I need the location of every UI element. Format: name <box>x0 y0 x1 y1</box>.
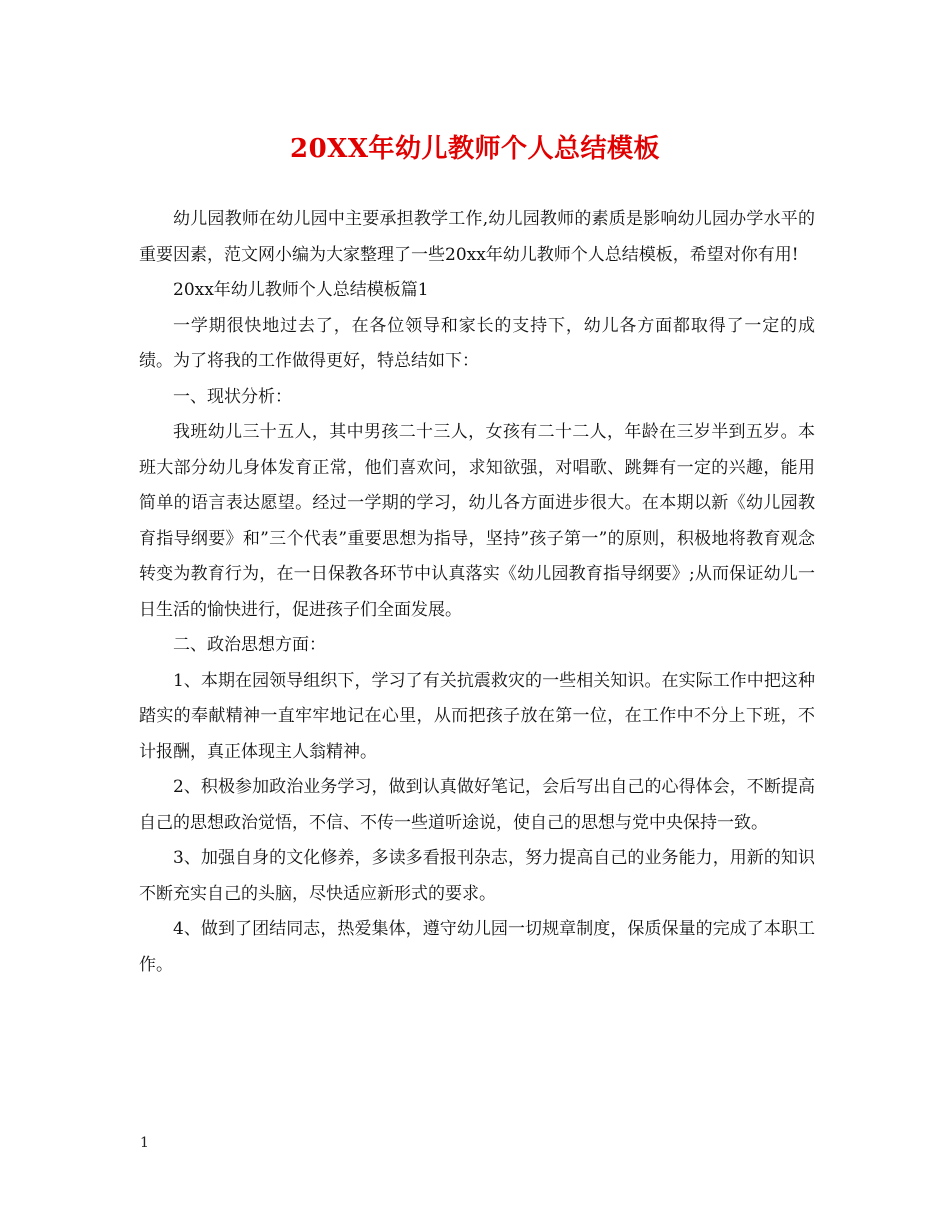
class-analysis-paragraph: 我班幼儿三十五人，其中男孩二十三人，女孩有二十二人，年龄在三岁半到五岁。本班大部分幼儿身体发育正常，他们喜欢问，求知欲强，对唱歌、跳舞有一定的兴趣，能用简单的语言表达愿望。经过一学期的学习，幼儿各方面进步很大。在本期以新《幼儿园教育指导纲要》和”三个代表”重要思想为指导，坚持”孩子第一”的原则，积极地将教育观念转变为教育行为，在一日保教各环节中认真落实《幼儿园教育指导纲要》;从而保证幼儿一日生活的愉快进行，促进孩子们全面发展。 <box>139 422 815 620</box>
list-item-3: 3、加强自身的文化修养，多读多看报刊杂志，努力提高自己的业务能力，用新的知识不断充实自己的头脑，尽快适应新形式的要求。 <box>139 848 815 904</box>
list-item-4: 4、做到了团结同志，热爱集体，遵守幼儿园一切规章制度，保质保量的完成了本职工作。 <box>139 919 815 975</box>
page-number: 1 <box>140 1135 149 1151</box>
heading-political-thought: 二、政治思想方面： <box>173 635 326 655</box>
document-body <box>139 202 815 983</box>
document-title: 20XX年幼儿教师个人总结模板 <box>289 134 661 164</box>
intro-paragraph: 幼儿园教师在幼儿园中主要承担教学工作,幼儿园教师的素质是影响幼儿园办学水平的重要因素，范文网小编为大家整理了一些20xx年幼儿教师个人总结模板，希望对你有用! <box>139 209 815 265</box>
opening-paragraph: 一学期很快地过去了，在各位领导和家长的支持下，幼儿各方面都取得了一定的成绩。为了将我的工作做得更好，特总结如下： <box>139 315 815 371</box>
list-item-1: 1、本期在园领导组织下，学习了有关抗震救灾的一些相关知识。在实际工作中把这种踏实的奉献精神一直牢牢地记在心里，从而把孩子放在第一位，在工作中不分上下班，不计报酬，真正体现主人翁精神。 <box>139 670 815 762</box>
heading-current-analysis: 一、现状分析： <box>173 386 292 407</box>
list-item-2: 2、积极参加政治业务学习，做到认真做好笔记，会后写出自己的心得体会，不断提高自己的思想政治觉悟，不信、不传一些道听途说，使自己的思想与党中央保持一致。 <box>139 777 815 833</box>
section-heading-template-1: 20xx年幼儿教师个人总结模板篇1 <box>173 280 429 300</box>
